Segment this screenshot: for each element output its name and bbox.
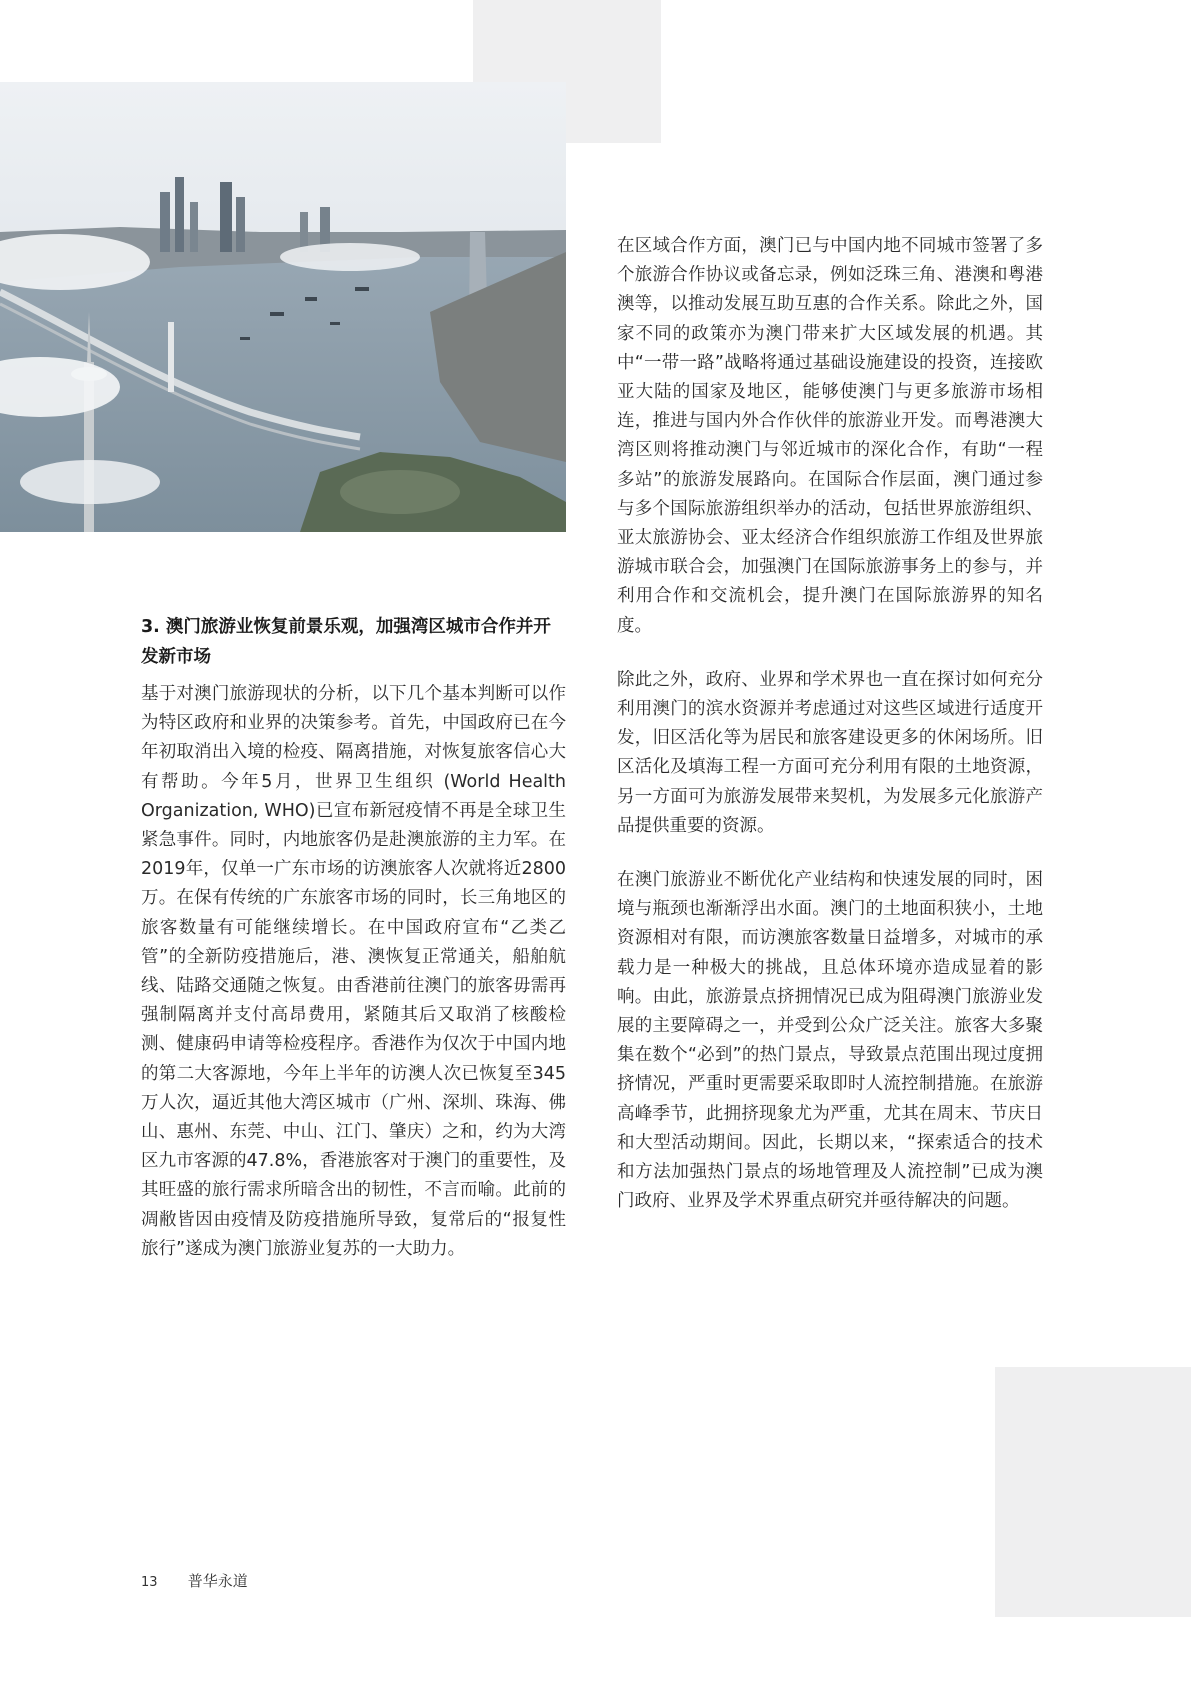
right-column: [617, 232, 1043, 1242]
macau-aerial-photo: [0, 82, 566, 532]
brand-name: 普华永道: [187, 1572, 248, 1590]
section-heading: 3. 澳门旅游业恢复前景乐观，加强湾区城市合作并开发新市场: [141, 617, 551, 667]
body-paragraph: 在澳门旅游业不断优化产业结构和快速发展的同时，困境与瓶颈也渐渐浮出水面。澳门的土地面积狭小，土地资源相对有限，而访澳旅客数量日益增多，对城市的承载力是一种极大的挑战，且总体环境亦造成显着的影响。由此，旅游景点挤拥情况已成为阻碍澳门旅游业发展的主要障碍之一，并受到公众广泛关注。旅客大多聚集在数个“必到”的热门景点，导致景点范围出现过度拥挤情况，严重时更需要采取即时人流控制措施。在旅游高峰季节，此拥挤现象尤为严重，尤其在周末、节庆日和大型活动期间。因此，长期以来，“探索适合的技术和方法加强热门景点的场地管理及人流控制”已成为澳门政府、业界及学术界重点研究并亟待解决的问题。: [617, 870, 1043, 1212]
page-footer: [141, 1570, 248, 1591]
page-number: 13: [141, 1575, 158, 1590]
body-paragraph: 基于对澳门旅游现状的分析，以下几个基本判断可以作为特区政府和业界的决策参考。首先，中国政府已在今年初取消出入境的检疫、隔离措施，对恢复旅客信心大有帮助。今年5月，世界卫生组织 (World Health Organization, WHO)已宣布新冠疫情不再是全球卫生紧急事件。同时，内地旅客仍是赴澳旅游的主力军。在2019年，仅单一广东市场的访澳旅客人次就将近2800万。在保有传统的广东旅客市场的同时，长三角地区的旅客数量有可能继续增长。在中国政府宣布“乙类乙管”的全新防疫措施后，港、澳恢复正常通关，船舶航线、陆路交通随之恢复。由香港前往澳门的旅客毋需再强制隔离并支付高昂费用，紧随其后又取消了核酸检测、健康码申请等检疫程序。香港作为仅次于中国内地的第二大客源地，今年上半年的访澳人次已恢复至345万人次，逼近其他大湾区城市（广州、深圳、珠海、佛山、惠州、东莞、中山、江门、肇庆）之和，约为大湾区九市客源的47.8%，香港旅客对于澳门的重要性，及其旺盛的旅行需求所暗含出的韧性，不言而喻。此前的凋敝皆因由疫情及防疫措施所导致，复常后的“报复性旅行”遂成为澳门旅游业复苏的一大助力。: [141, 684, 566, 1259]
left-column: [141, 612, 566, 1264]
body-paragraph: 除此之外，政府、业界和学术界也一直在探讨如何充分利用澳门的滨水资源并考虑通过对这些区域进行适度开发，旧区活化等为居民和旅客建设更多的休闲场所。旧区活化及填海工程一方面可充分利用有限的土地资源，另一方面可为旅游发展带来契机，为发展多元化旅游产品提供重要的资源。: [617, 669, 1043, 836]
decorative-block-bottom: [995, 1367, 1191, 1617]
body-paragraph: 在区域合作方面，澳门已与中国内地不同城市签署了多个旅游合作协议或备忘录，例如泛珠三角、港澳和粤港澳等，以推动发展互助互惠的合作关系。除此之外，国家不同的政策亦为澳门带来扩大区域发展的机遇。其中“一带一路”战略将通过基础设施建设的投资，连接欧亚大陆的国家及地区，能够使澳门与更多旅游市场相连，推进与国内外合作伙伴的旅游业开发。而粤港澳大湾区则将推动澳门与邻近城市的深化合作，有助“一程多站”的旅游发展路向。在国际合作层面，澳门通过参与多个国际旅游组织举办的活动，包括世界旅游组织、亚太旅游协会、亚太经济合作组织旅游工作组及世界旅游城市联合会，加强澳门在国际旅游事务上的参与，并利用合作和交流机会，提升澳门在国际旅游界的知名度。: [617, 236, 1043, 636]
